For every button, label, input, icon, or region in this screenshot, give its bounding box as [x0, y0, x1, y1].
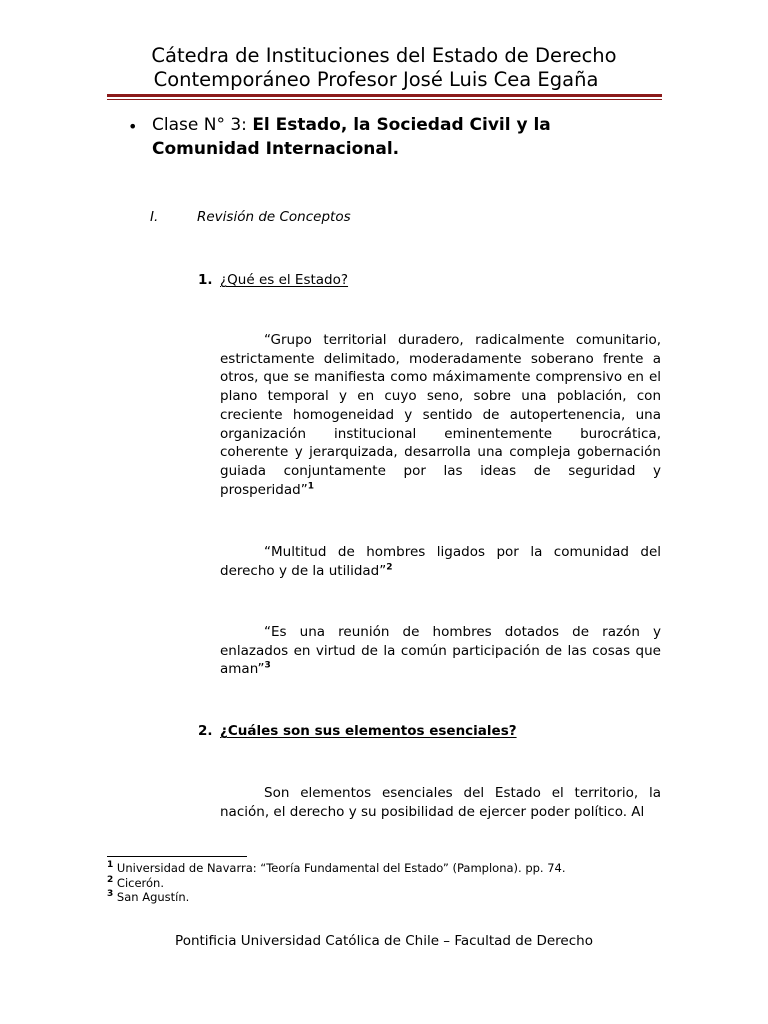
footnote — [107, 890, 189, 904]
class-heading-title: El Estado, la Sociedad Civil y la Comunidad Internacional. — [152, 115, 551, 159]
class-heading-prefix: Clase N° 3: — [152, 115, 253, 135]
quote-text: “Multitud de hombres ligados por la comunidad del derecho y de la utilidad” — [220, 544, 661, 579]
page-footer: Pontificia Universidad Católica de Chile – Facultad de Derecho — [175, 933, 593, 949]
header-title-line-1: Cátedra de Instituciones del Estado de Derecho — [151, 44, 617, 67]
quote-block — [220, 331, 661, 499]
footnote-mark: 1 — [107, 860, 114, 871]
footnote-reference[interactable]: 2 — [386, 562, 393, 573]
body-paragraph: Son elementos esenciales del Estado el territorio, la nación, el derecho y su posibilidad de ejercer poder político. Al — [220, 785, 661, 820]
question-number: 1. — [198, 272, 213, 288]
footnote-text: Cicerón. — [113, 876, 164, 890]
quote-text: “Es una reunión de hombres dotados de razón y enlazados en virtud de la común participación de las cosas que aman” — [220, 624, 661, 678]
question-text: ¿Qué es el Estado? — [220, 272, 349, 288]
section-numeral: I. — [150, 209, 159, 225]
question-number: 2. — [198, 723, 213, 739]
footnote-reference[interactable]: 1 — [307, 481, 314, 492]
header-title-line-2: Contemporáneo Profesor José Luis Cea Egaña — [153, 68, 599, 91]
quote-block — [220, 623, 661, 679]
header-rule-thin — [107, 99, 662, 100]
class-heading — [152, 113, 652, 161]
footnote — [107, 876, 164, 890]
footnote-text: Universidad de Navarra: “Teoría Fundamental del Estado” (Pamplona). pp. 74. — [113, 861, 566, 875]
section-title: Revisión de Conceptos — [197, 209, 351, 225]
footnote — [107, 861, 566, 875]
footnote-separator — [107, 856, 247, 857]
quote-block — [220, 543, 661, 580]
footnote-text: San Agustín. — [113, 890, 190, 904]
bullet-icon: • — [128, 117, 138, 136]
header-rule-thick — [107, 94, 662, 97]
footnote-mark: 3 — [107, 889, 114, 900]
footnote-mark: 2 — [107, 875, 114, 886]
quote-text: “Grupo territorial duradero, radicalmente comunitario, estrictamente delimitado, moderadamente soberano frente a otros, que se manifiesta como máximamente comprensivo en el plano temporal y en cuyo seno, sobre una población, con creciente homogeneidad y sentido de autopertenencia, una organización institucional eminentemente burocrática, coherente y jerarquizada, desarrolla una compleja gobernación guiada conjuntamente por las ideas de seguridad y prosperidad” — [220, 332, 661, 498]
footnote-reference[interactable]: 3 — [264, 660, 271, 671]
question-text: ¿Cuáles son sus elementos esenciales? — [220, 723, 517, 739]
